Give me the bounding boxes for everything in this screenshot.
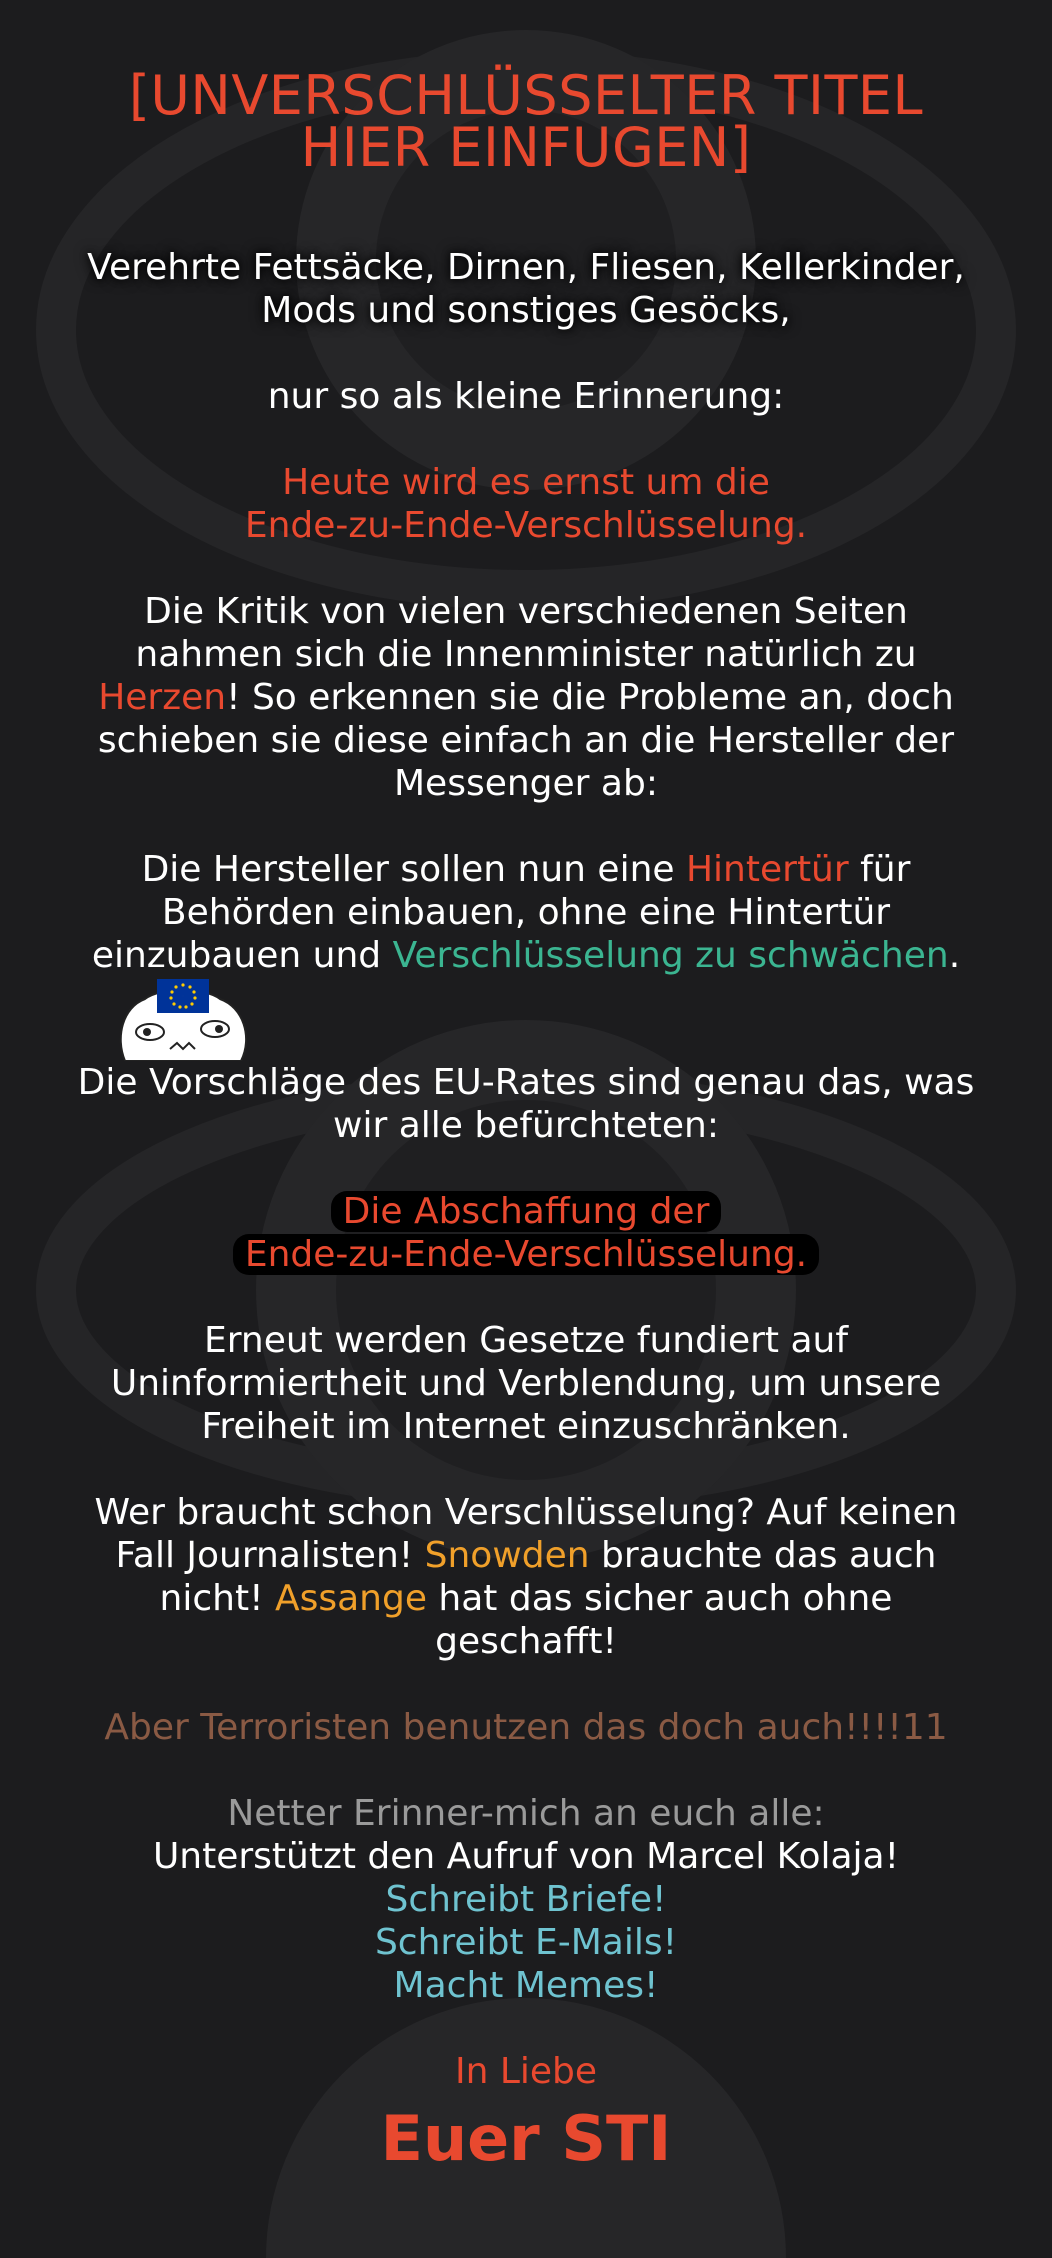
schwaechen-highlight: Verschlüsselung zu schwächen bbox=[392, 935, 949, 976]
hersteller-text-c: . bbox=[948, 935, 961, 976]
alert-text bbox=[70, 461, 982, 547]
cta-briefe: Schreibt Briefe! bbox=[385, 1879, 667, 1920]
wer-text-c: hat das sicher auch ohne geschafft! bbox=[426, 1578, 893, 1662]
paragraph-hersteller bbox=[70, 848, 982, 977]
paragraph-vorschlaege: Die Vorschläge des EU-Rates sind genau das, was wir alle befürchteten: bbox=[77, 1062, 975, 1146]
terroristen-text: Aber Terroristen benutzen das doch auch!!!!11 bbox=[104, 1707, 948, 1748]
paragraph-wer bbox=[70, 1491, 982, 1663]
in-liebe-text: In Liebe bbox=[454, 2051, 598, 2092]
page-title: [UNVERSCHLÜSSELTER TITEL HIER EINFUGEN] bbox=[128, 64, 924, 179]
alert-line-1: Heute wird es ernst um die bbox=[282, 462, 770, 503]
abschaffung-text bbox=[70, 1190, 982, 1276]
greeting: Verehrte Fettsäcke, Dirnen, Fliesen, Kellerkinder, Mods und sonstiges Gesöcks, bbox=[87, 247, 965, 331]
reminder-text: nur so als kleine Erinnerung: bbox=[267, 376, 785, 417]
hersteller-text-b: für Behörden einbauen, ohne eine Hintertür einzubauen und bbox=[91, 849, 911, 976]
snowden-highlight: Snowden bbox=[424, 1535, 590, 1576]
alert-line-2: Ende-zu-Ende-Verschlüsselung. bbox=[244, 505, 808, 546]
unterstuetzt-text: Unterstützt den Aufruf von Marcel Kolaja! bbox=[152, 1836, 900, 1877]
kritik-text-a: Die Kritik von vielen verschiedenen Seiten nahmen sich die Innenminister natürlich zu bbox=[135, 591, 917, 675]
signature: Euer STI bbox=[380, 2102, 672, 2175]
assange-highlight: Assange bbox=[274, 1578, 427, 1619]
paragraph-kritik bbox=[70, 590, 982, 805]
abschaffung-line-1: Die Abschaffung der bbox=[331, 1191, 722, 1232]
eu-flag-pepe-meme-icon bbox=[115, 977, 250, 1061]
wer-text-a: Wer braucht schon Verschlüsselung? Auf keinen Fall Journalisten! bbox=[94, 1492, 958, 1576]
abschaffung-line-2: Ende-zu-Ende-Verschlüsselung. bbox=[233, 1234, 819, 1275]
hersteller-text-a: Die Hersteller sollen nun eine bbox=[141, 849, 686, 890]
cta-emails: Schreibt E-Mails! bbox=[374, 1922, 678, 1963]
herzen-highlight: Herzen bbox=[98, 677, 227, 718]
wer-text-b: brauchte das auch nicht! bbox=[159, 1535, 937, 1619]
cta-memes: Macht Memes! bbox=[393, 1965, 659, 2006]
hintertuer-highlight: Hintertür bbox=[685, 849, 849, 890]
kritik-text-b: ! So erkennen sie die Probleme an, doch schieben sie diese einfach an die Hersteller der Messenger ab: bbox=[97, 677, 955, 804]
pepe-meme-row bbox=[70, 977, 982, 1061]
paragraph-gesetze: Erneut werden Gesetze fundiert auf Uninformiertheit und Verblendung, um unsere Freiheit im Internet einzuschränken. bbox=[110, 1320, 942, 1447]
erinner-text: Netter Erinner-mich an euch alle: bbox=[227, 1793, 825, 1834]
